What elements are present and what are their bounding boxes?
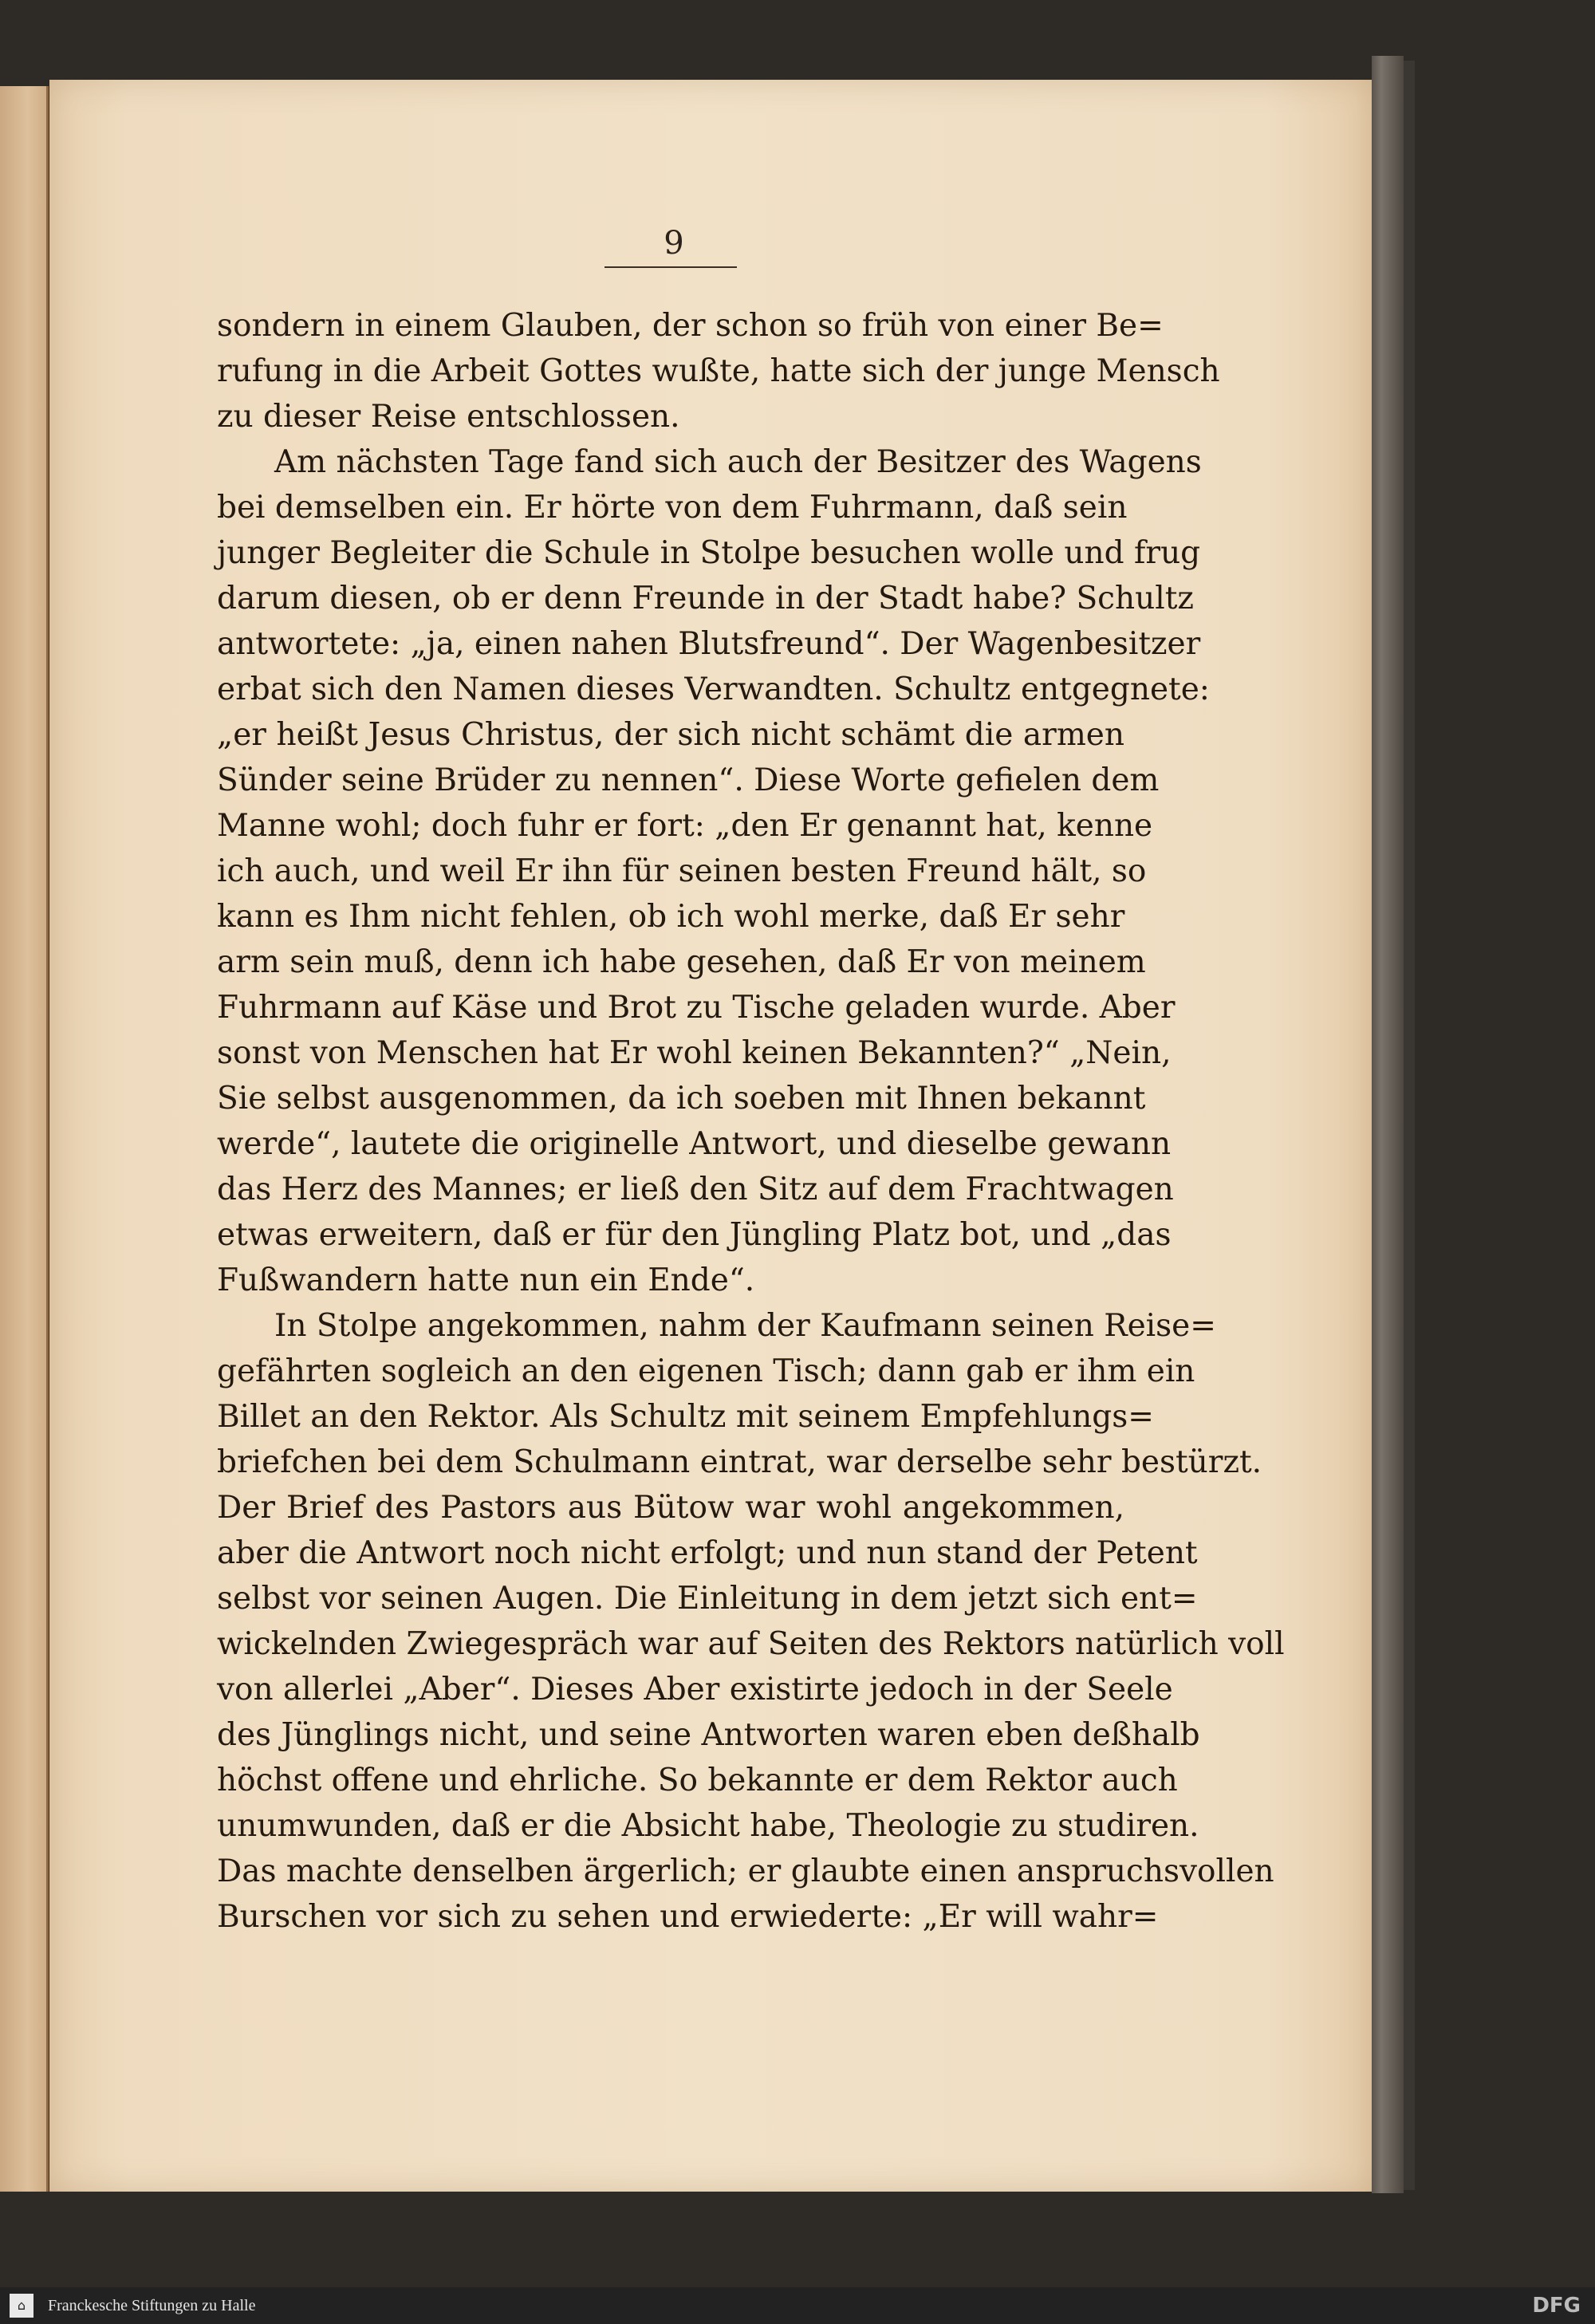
- text-line: aber die Antwort noch nicht erfolgt; und nun stand der Petent: [217, 1535, 1198, 1571]
- text-line: Der Brief des Pastors aus Bütow war wohl angekommen,: [217, 1490, 1124, 1526]
- text-line: gefährten sogleich an den eigenen Tisch; dann gab er ihm ein: [217, 1353, 1195, 1389]
- page-text: [217, 303, 1285, 1940]
- institution-logo-icon: ⌂: [10, 2294, 33, 2318]
- text-line: werde“, lautete die originelle Antwort, und dieselbe gewann: [217, 1126, 1172, 1162]
- text-line: zu dieser Reise entschlossen.: [217, 399, 680, 435]
- text-line: Billet an den Rektor. Als Schultz mit seinem Empfehlungs=: [217, 1399, 1154, 1435]
- text-line: unumwunden, daß er die Absicht habe, Theologie zu studiren.: [217, 1808, 1199, 1844]
- text-line: Manne wohl; doch fuhr er fort: „den Er genannt hat, kenne: [217, 808, 1153, 844]
- text-line: höchst offene und ehrliche. So bekannte er dem Rektor auch: [217, 1763, 1178, 1798]
- text-line: Fuhrmann auf Käse und Brot zu Tische geladen wurde. Aber: [217, 990, 1176, 1026]
- dfg-badge: DFG: [1532, 2294, 1581, 2318]
- text-line: darum diesen, ob er denn Freunde in der Stadt habe? Schultz: [217, 581, 1194, 616]
- text-line: Fußwandern hatte nun ein Ende“.: [217, 1262, 755, 1298]
- left-page-edge: [0, 86, 49, 2192]
- text-line: briefchen bei dem Schulmann eintrat, war derselbe sehr bestürzt.: [217, 1444, 1262, 1480]
- text-line: Sünder seine Brüder zu nennen“. Diese Worte gefielen dem: [217, 762, 1160, 798]
- text-line: In Stolpe angekommen, nahm der Kaufmann seinen Reise=: [274, 1308, 1216, 1344]
- text-line: erbat sich den Namen dieses Verwandten. Schultz entgegnete:: [217, 672, 1210, 707]
- viewer-footer: [0, 2287, 1595, 2324]
- text-line: Burschen vor sich zu sehen und erwiederte: „Er will wahr=: [217, 1899, 1159, 1935]
- text-line: arm sein muß, denn ich habe gesehen, daß Er von meinem: [217, 944, 1146, 980]
- book-spine-shadow: [1404, 61, 1415, 2190]
- text-line: sonst von Menschen hat Er wohl keinen Bekannten?“ „Nein,: [217, 1035, 1172, 1071]
- institution-name: Franckesche Stiftungen zu Halle: [48, 2297, 256, 2314]
- text-line: antwortete: „ja, einen nahen Blutsfreund“. Der Wagenbesitzer: [217, 626, 1201, 662]
- text-line: „er heißt Jesus Christus, der sich nicht schämt die armen: [217, 717, 1124, 753]
- book-cover-edge: [1372, 56, 1404, 2193]
- text-line: kann es Ihm nicht fehlen, ob ich wohl merke, daß Er sehr: [217, 899, 1125, 935]
- text-line: wickelnden Zwiegespräch war auf Seiten des Rektors natürlich voll: [217, 1626, 1285, 1662]
- text-line: das Herz des Mannes; er ließ den Sitz auf dem Frachtwagen: [217, 1172, 1174, 1207]
- text-line: Sie selbst ausgenommen, da ich soeben mit Ihnen bekannt: [217, 1081, 1146, 1117]
- page-number: 9: [664, 225, 684, 262]
- text-line: junger Begleiter die Schule in Stolpe besuchen wolle und frug: [217, 535, 1201, 571]
- text-line: etwas erweitern, daß er für den Jüngling Platz bot, und „das: [217, 1217, 1172, 1253]
- text-line: bei demselben ein. Er hörte von dem Fuhrmann, daß sein: [217, 490, 1128, 526]
- text-line: ich auch, und weil Er ihn für seinen besten Freund hält, so: [217, 853, 1147, 889]
- text-line: von allerlei „Aber“. Dieses Aber existirte jedoch in der Seele: [217, 1672, 1173, 1708]
- text-line: sondern in einem Glauben, der schon so früh von einer Be=: [217, 308, 1164, 344]
- text-line: selbst vor seinen Augen. Die Einleitung in dem jetzt sich ent=: [217, 1581, 1198, 1617]
- text-line: des Jünglings nicht, und seine Antworten waren eben deßhalb: [217, 1717, 1200, 1753]
- text-line: Das machte denselben ärgerlich; er glaubte einen anspruchsvollen: [217, 1853, 1274, 1889]
- text-line: rufung in die Arbeit Gottes wußte, hatte sich der junge Mensch: [217, 353, 1220, 389]
- header-rule: [605, 266, 737, 268]
- text-line: Am nächsten Tage fand sich auch der Besitzer des Wagens: [274, 444, 1202, 480]
